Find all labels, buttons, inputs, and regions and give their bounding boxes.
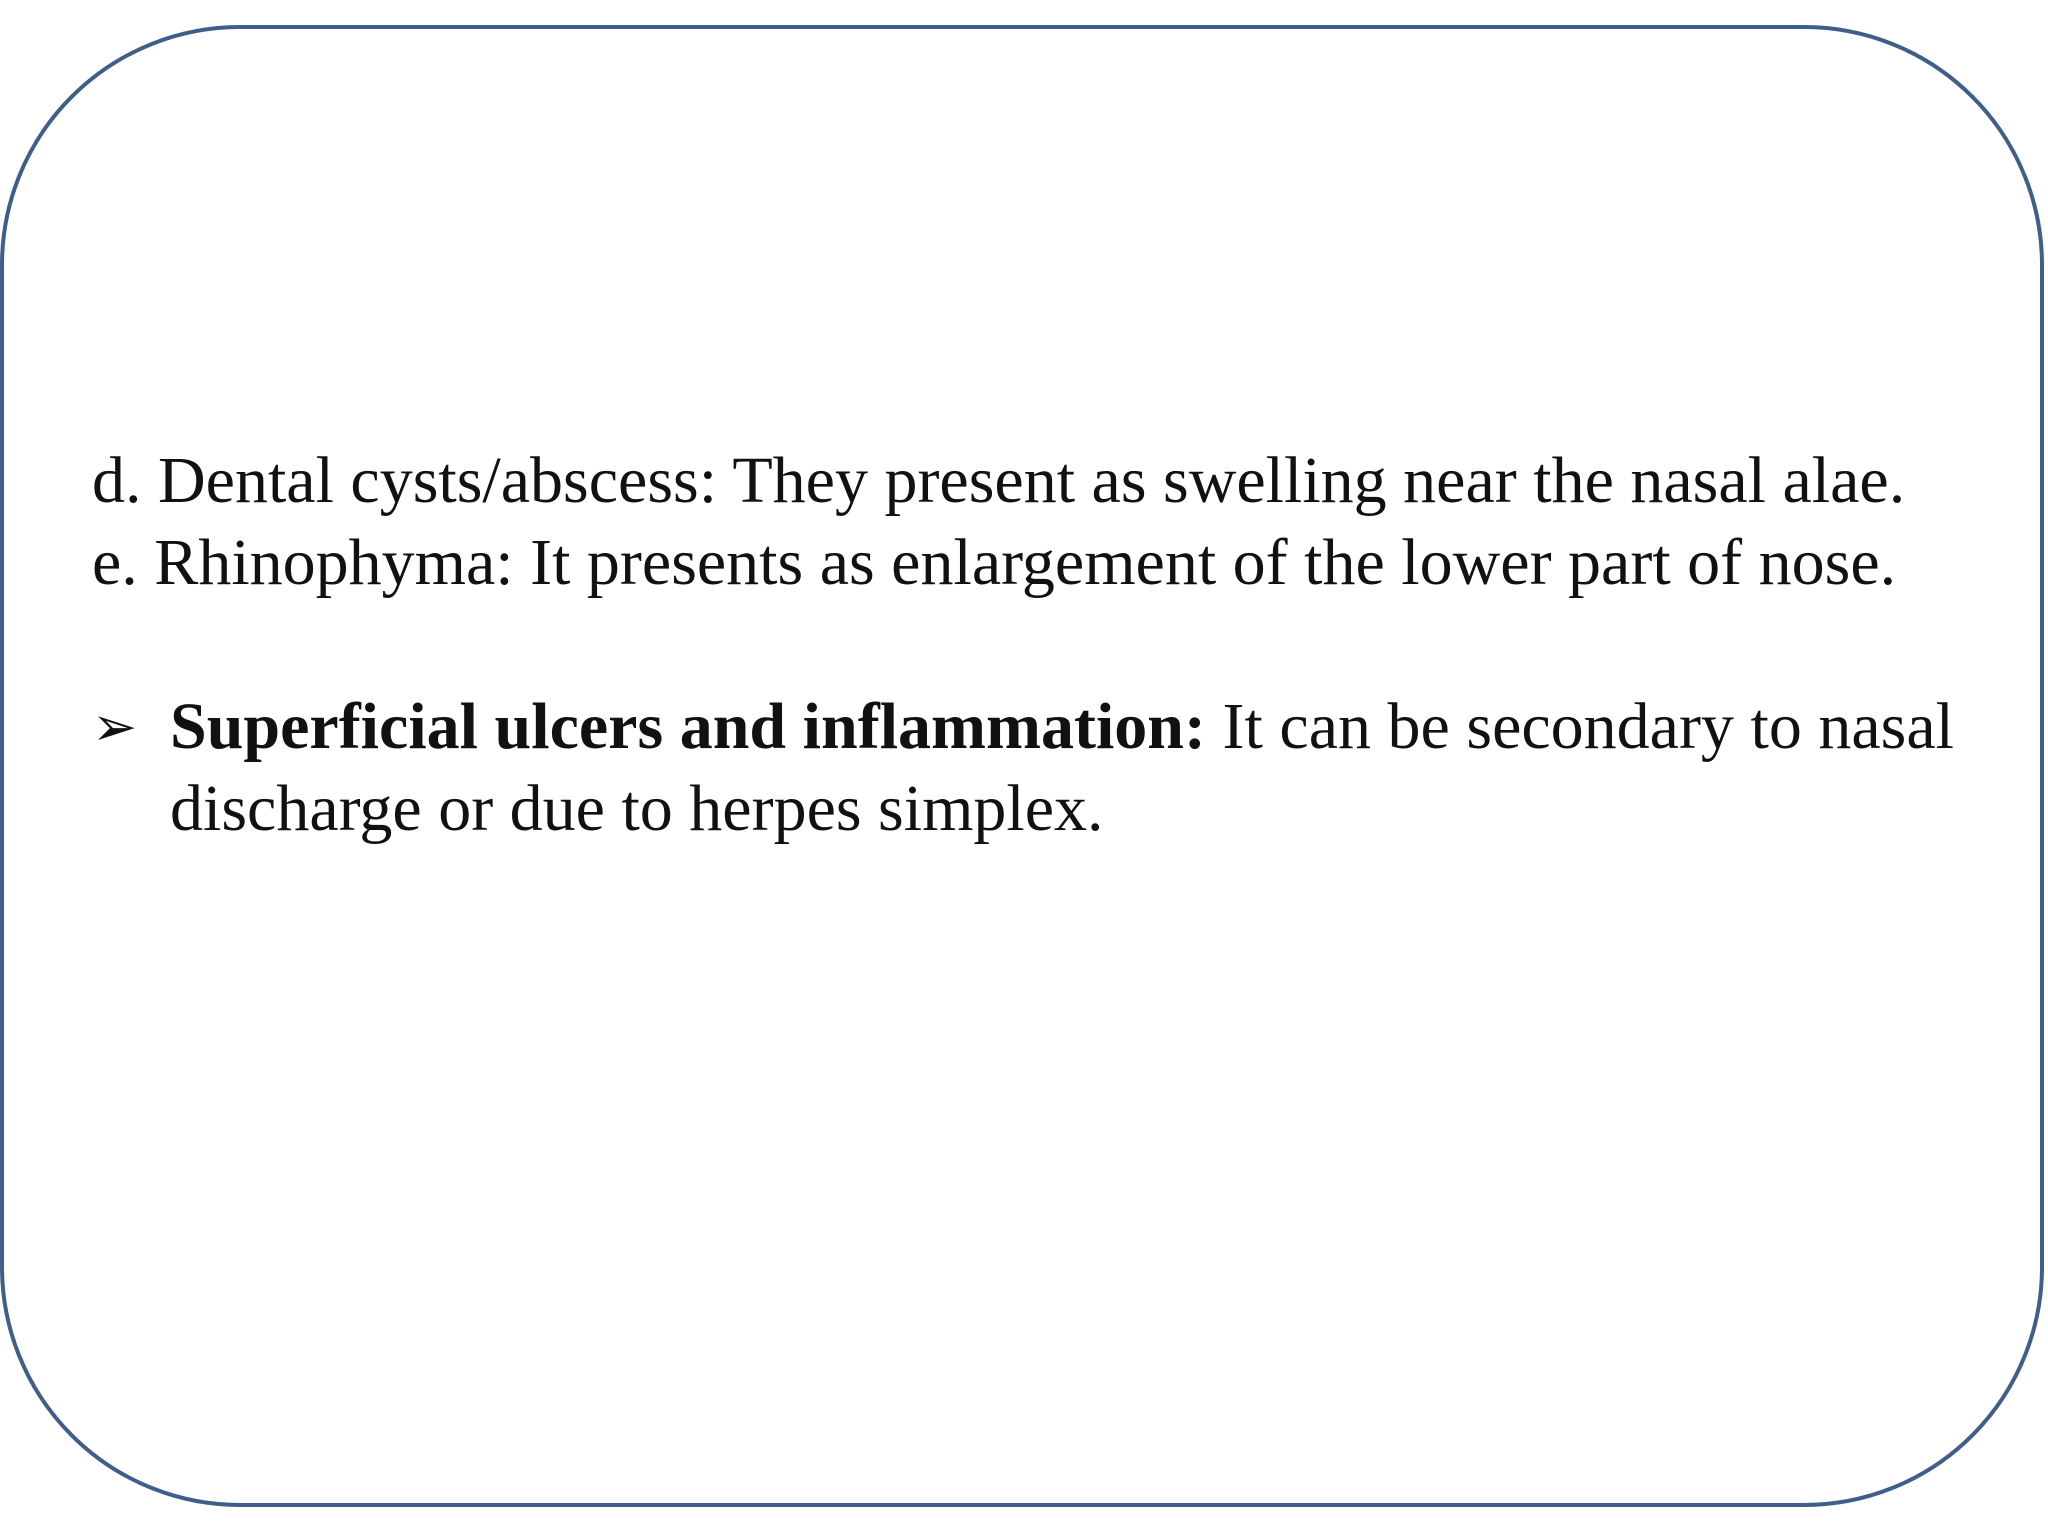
bullet-bold-heading: Superficial ulcers and inflammation: <box>170 690 1206 763</box>
spacer <box>92 604 1954 686</box>
bullet-body-text: It can be secondary to nasal discharge or due to herpes simplex. <box>170 690 1954 845</box>
bullet-superficial-ulcers <box>92 686 1954 850</box>
slide-content <box>92 440 1954 850</box>
list-item-dental-cysts: d. Dental cysts/abscess: They present as swelling near the nasal alae. <box>92 444 1906 517</box>
list-item-rhinophyma: e. Rhinophyma: It presents as enlargement of the lower part of nose. <box>92 526 1897 599</box>
arrowhead-bullet-icon: ➢ <box>92 695 138 758</box>
bullet-text <box>170 686 1954 850</box>
